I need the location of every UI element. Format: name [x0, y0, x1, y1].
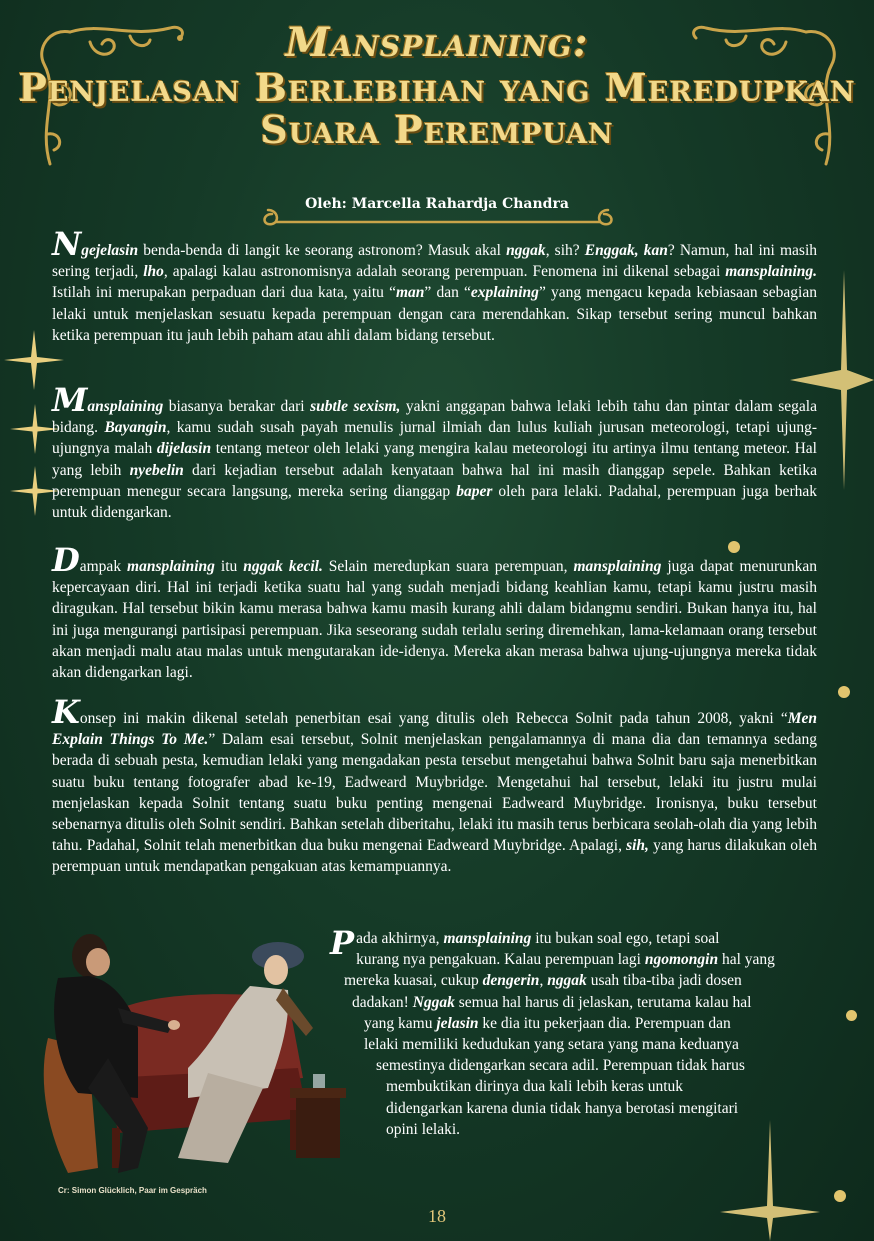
- paragraph-line: [330, 1098, 816, 1119]
- decorative-dot: [846, 1010, 857, 1021]
- paragraph-2: [52, 381, 817, 523]
- decorative-dot: [838, 686, 850, 698]
- emphasis-text: sih,: [626, 837, 649, 855]
- body-text: , apalagi kalau astronomisnya adalah seorang perempuan. Fenomena ini dikenal sebagai: [163, 263, 726, 281]
- emphasis-text: ansplaining: [87, 398, 164, 415]
- body-text: juga dapat menurunkan kepercayaan diri. Hal ini terjadi ketika suatu hal yang sudah menjadi bidang keahlian kamu, tetapi kamu justru masih diragukan. Hal tersebut bikin kamu merasa bahwa kamu masih kurang ahli dalam bidangmu sendiri. Bukan hanya itu, hal ini juga mengurangi partisipasi perempuan. Jika seseorang sudah terlalu sering diremehkan, lama-kelamaan orang tersebut akan menjadi malu atau malas untuk mengutarakan ide-idenya. Mereka akan merasa bahwa ujung-ujungnya mereka tidak akan didengarkan lagi.: [52, 558, 817, 682]
- paragraph-line: [330, 1013, 816, 1034]
- dropcap: P: [330, 924, 355, 962]
- body-text: itu bukan soal ego, tetapi soal: [531, 930, 720, 947]
- emphasis-text: dengerin: [482, 972, 540, 990]
- body-text: yakni anggapan bahwa lelaki lebih tahu dan pintar dalam segala bidang.: [52, 398, 817, 437]
- body-text: ” dan “: [424, 284, 471, 302]
- body-text: semua hal harus di jelaskan, terutama kalau hal: [454, 993, 752, 1011]
- byline: Oleh: Marcella Rahardja Chandra: [305, 196, 569, 212]
- emphasis-text: mansplaining.: [725, 263, 817, 281]
- body-text: Selain meredupkan suara perempuan,: [322, 558, 574, 575]
- body-text: dari kejadian tersebut adalah kenyataan bahwa hal ini masih dianggap sepele. Bahkan ketika perempuan menegur secara langsung, mereka sering dianggap: [52, 461, 817, 500]
- emphasis-text: dijelasin: [156, 440, 212, 458]
- paragraph-body: [52, 398, 817, 521]
- emphasis-text: mansplaining: [127, 558, 215, 575]
- title-line-3: Suara Perempuan: [260, 106, 614, 152]
- painting-couple-conversation: [28, 924, 358, 1183]
- emphasis-text: gejelasin: [81, 242, 139, 259]
- emphasis-text: explaining: [470, 284, 539, 302]
- paragraph-line: [330, 1119, 816, 1140]
- body-text: ” Dalam esai tersebut, Solnit menjelaskan pengalamannya di mana dia dan temannya sedang berada di sebuah pesta, kemudian lelaki yang mengadakan pesta tersebut mengetahui bahwa Solnit baru saja menerbitkan suatu buku tentang fotografer abad ke-19, Eadweard Muybridge. Mengetahui hal tersebut, lelaki itu justru mulai menjelaskan kepada Solnit tentang suatu buku penting mengenai Eadweard Muybridge. Ironisnya, buku tersebut sebenarnya ditulis oleh Solnit sendiri. Bahkan setelah diberitahu, lelaki itu masih terus berbicara seolah-olah dia yang lebih tahu. Padahal, Solnit telah menerbitkan dua buku mengenai Eadweard Muybridge. Apalagi,: [52, 731, 817, 855]
- paragraph-line: [330, 928, 816, 949]
- emphasis-text: Men Explain Things To Me.: [52, 710, 817, 749]
- body-text: didengarkan karena dunia tidak hanya berotasi mengitari: [386, 1099, 739, 1117]
- body-text: semestinya didengarkan secara adil. Perempuan tidak harus: [376, 1057, 745, 1075]
- emphasis-text: nggak: [547, 972, 587, 990]
- paragraph-body: [52, 710, 817, 875]
- body-text: dadakan!: [352, 993, 413, 1011]
- body-text: ,: [539, 972, 548, 990]
- paragraph-line: [330, 949, 816, 970]
- emphasis-text: ngomongin: [644, 951, 719, 969]
- emphasis-text: lho: [143, 263, 164, 281]
- emphasis-text: mansplaining: [573, 558, 662, 575]
- body-text: ada akhirnya,: [356, 930, 444, 947]
- body-text: oleh para lelaki. Padahal, perempuan juga berhak untuk didengarkan.: [52, 482, 817, 522]
- emphasis-text: Enggak, kan: [584, 242, 668, 259]
- paragraph-body: [330, 924, 816, 1140]
- emphasis-text: jelasin: [436, 1014, 479, 1032]
- emphasis-text: mansplaining: [443, 930, 532, 947]
- body-text: ampak: [79, 558, 128, 575]
- paragraph-3: [52, 541, 817, 683]
- body-text: , kamu sudah susah payah menulis jurnal ilmiah dan lulus kuliah jurusan meteorologi, tetapi ujung-ujungnya malah: [52, 419, 817, 458]
- body-text: Istilah ini merupakan perpaduan dari dua kata, yaitu “: [52, 284, 396, 302]
- body-text: biasanya berakar dari: [163, 398, 311, 415]
- body-text: hal yang: [718, 951, 775, 969]
- body-text: ” yang mengacu kepada kebiasaan sebagian lelaki untuk menjelaskan sesuatu kepada perempuan dengan cara merendahkan. Sikap tersebut sering muncul bahkan ketika perempuan itu jauh lebih paham atau ahli dalam bidang tersebut.: [52, 284, 817, 344]
- emphasis-text: nggak kecil.: [243, 558, 323, 575]
- body-text: tentang meteor oleh lelaki yang mengira kalau meteorologi itu artinya ilmu tentang meteor. Hal yang lebih: [52, 440, 817, 479]
- body-text: ke dia itu pekerjaan dia. Perempuan dan: [478, 1014, 731, 1032]
- emphasis-text: nyebelin: [129, 461, 184, 479]
- body-text: kurang nya pengakuan. Kalau perempuan lagi: [356, 951, 645, 969]
- paragraph-line: [330, 1034, 816, 1055]
- body-text: membuktikan dirinya dua kali lebih keras untuk: [386, 1078, 684, 1096]
- emphasis-text: subtle sexism,: [310, 398, 401, 415]
- dropcap: D: [52, 541, 80, 579]
- body-text: itu: [214, 558, 244, 575]
- body-text: yang harus dilakukan oleh perempuan untuk mendapatkan pengakuan atas kemampuannya.: [52, 837, 817, 876]
- paragraph-5: [330, 924, 816, 1140]
- image-caption: Cr: Simon Glücklich, Paar im Gespräch: [58, 1186, 207, 1195]
- emphasis-text: nggak: [506, 242, 546, 259]
- decorative-dot: [728, 541, 740, 553]
- decorative-dot: [834, 1190, 846, 1202]
- body-text: usah tiba-tiba jadi dosen: [586, 972, 742, 990]
- paragraph-1: [52, 225, 818, 346]
- paragraph-line: [330, 992, 816, 1013]
- dropcap: M: [52, 381, 88, 419]
- paragraph-line: [330, 1076, 816, 1097]
- emphasis-text: man: [395, 284, 425, 302]
- dropcap: N: [52, 225, 82, 263]
- body-text: lelaki memiliki kedudukan yang setara yang mana keduanya: [364, 1036, 739, 1054]
- paragraph-4: [52, 693, 817, 878]
- paragraph-body: [52, 242, 817, 344]
- body-text: ? Namun, hal ini masih sering terjadi,: [52, 242, 818, 281]
- page-title: [0, 19, 874, 152]
- emphasis-text: baper: [456, 482, 493, 500]
- paragraph-line: [330, 1055, 816, 1076]
- dropcap: K: [52, 693, 80, 731]
- paragraph-body: [52, 558, 817, 681]
- title-line-1: Mansplaining:: [285, 19, 589, 66]
- paragraph-line: [330, 970, 816, 991]
- body-text: opini lelaki.: [386, 1120, 461, 1138]
- title-line-2: Penjelasan Berlebihan yang Meredupkan: [18, 65, 856, 110]
- page-number: 18: [428, 1206, 446, 1226]
- body-text: onsep ini makin dikenal setelah penerbitan esai yang ditulis oleh Rebecca Solnit pada tahun 2008, yakni “: [79, 710, 788, 727]
- emphasis-text: Nggak: [412, 993, 455, 1011]
- body-text: benda-benda di langit ke seorang astronom? Masuk akal: [138, 242, 507, 259]
- body-text: mereka kuasai, cukup: [344, 972, 483, 990]
- body-text: yang kamu: [364, 1014, 437, 1032]
- body-text: , sih?: [545, 242, 585, 259]
- emphasis-text: Bayangin: [104, 419, 167, 437]
